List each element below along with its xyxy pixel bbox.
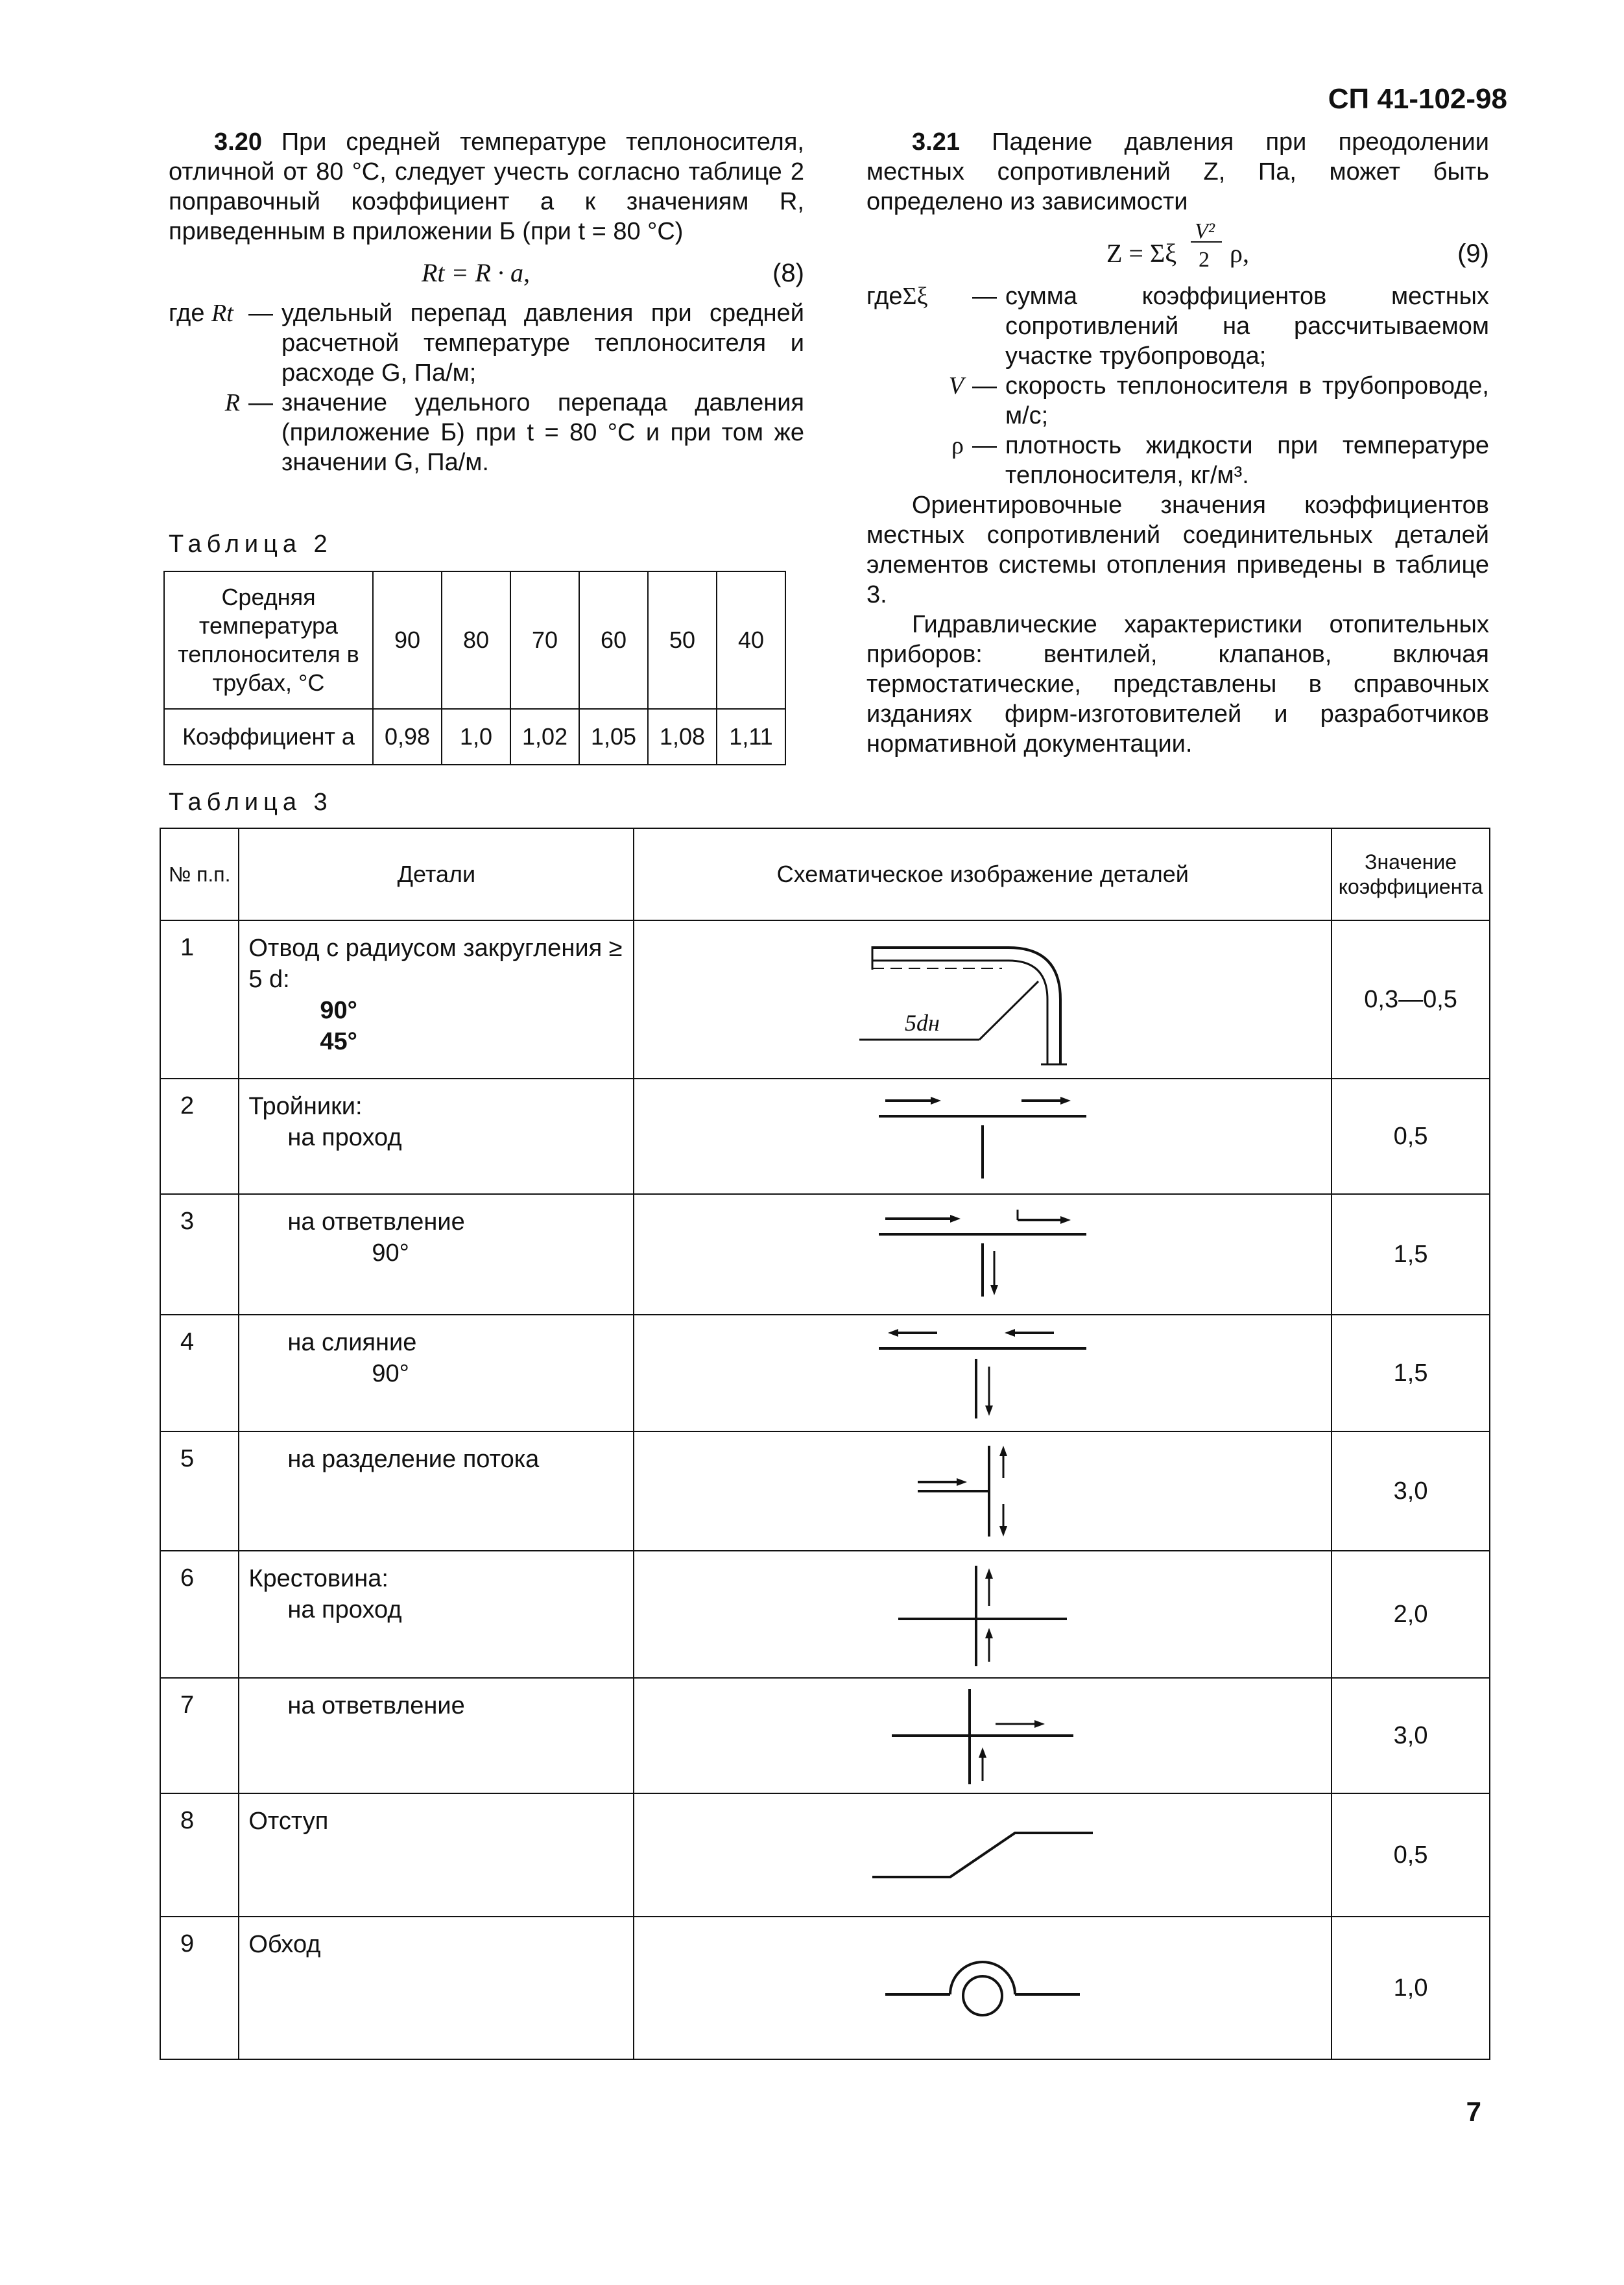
bend-icon — [846, 928, 1119, 1071]
row-number: 7 — [160, 1678, 239, 1793]
row-details — [239, 920, 634, 1079]
table-cell: 70 — [510, 571, 579, 709]
table-cell: 1,11 — [717, 709, 785, 765]
table-row — [160, 1194, 1490, 1315]
where-symbol: R — [224, 389, 240, 416]
row-schema — [634, 1194, 1331, 1315]
row-details — [239, 1315, 634, 1431]
tee-merge-icon — [872, 1321, 1093, 1425]
where-list — [169, 298, 804, 477]
row-number: 9 — [160, 1917, 239, 2059]
formula-number: (9) — [1457, 239, 1489, 268]
dash: — — [972, 372, 997, 400]
row-schema — [634, 1551, 1331, 1678]
detail-line: на ответвление — [287, 1692, 465, 1719]
where-description: удельный перепад давления при средней расчетной температуре теплоносителя и расходе G, Па/м; — [281, 300, 804, 387]
row-schema — [634, 1431, 1331, 1551]
where-description: сумма коэффициентов местных сопротивлений на рассчитываемом участке трубопровода; — [1005, 283, 1489, 370]
detail-line: Отвод с радиусом закругления ≥ 5 d: — [248, 935, 623, 993]
row-number: 4 — [160, 1315, 239, 1431]
table-row — [160, 1431, 1490, 1551]
table-row — [164, 571, 785, 709]
detail-line: 90° — [320, 997, 357, 1024]
detail-line: 45° — [320, 1028, 357, 1055]
table-row — [160, 1678, 1490, 1793]
table-cell: 1,0 — [442, 709, 510, 765]
detail-line: на слияние — [287, 1329, 417, 1356]
row-details — [239, 1431, 634, 1551]
row-value: 1,5 — [1331, 1194, 1490, 1315]
table-row — [160, 1793, 1490, 1917]
header-number: № п.п. — [160, 828, 239, 920]
section-text: Падение давления при преодолении местных сопротивлений Z, Па, может быть определено из зависимости — [866, 128, 1489, 215]
table-cell: 40 — [717, 571, 785, 709]
table-row — [160, 1315, 1490, 1431]
section-number: 3.20 — [214, 128, 262, 156]
row-value: 2,0 — [1331, 1551, 1490, 1678]
where-description: плотность жидкости при температуре теплоносителя, кг/м³. — [1005, 432, 1489, 489]
section-text: При средней температуре теплоносителя, отличной от 80 °С, следует учесть согласно таблице 2 поправочный коэффициент a к значениям R, приведенным в приложении Б (при t = 80 °С) — [169, 128, 804, 245]
row-number: 6 — [160, 1551, 239, 1678]
row-schema — [634, 1678, 1331, 1793]
bypass-icon — [879, 1949, 1086, 2027]
table-2-caption: Таблица 2 — [169, 531, 333, 558]
formula-denominator: 2 — [1199, 248, 1210, 272]
table-cell: 1,08 — [648, 709, 717, 765]
left-column — [169, 127, 804, 477]
header-details: Детали — [239, 828, 634, 920]
table-row — [160, 1551, 1490, 1678]
formula-number: (8) — [772, 259, 804, 287]
table-cell: 1,05 — [579, 709, 648, 765]
tee-branch-icon — [872, 1206, 1093, 1303]
tee-split-icon — [911, 1439, 1054, 1543]
row-value: 0,5 — [1331, 1793, 1490, 1917]
table-cell: Коэффициент а — [164, 709, 373, 765]
fraction-bar — [1191, 241, 1222, 243]
row-schema — [634, 1079, 1331, 1194]
formula-expression: Rt = R · a, — [422, 258, 530, 287]
paragraph: Гидравлические характеристики отопительных приборов: вентилей, клапанов, включая термостатические, представлены в справочных изданиях фирм-изготовителей и разработчиков нормативной документации. — [866, 611, 1489, 758]
table-header-row — [160, 828, 1490, 920]
detail-line: на проход — [287, 1596, 402, 1623]
row-schema — [634, 1315, 1331, 1431]
row-value: 1,5 — [1331, 1315, 1490, 1431]
table-cell: 60 — [579, 571, 648, 709]
where-word: где Rt — [169, 300, 233, 327]
detail-line: Тройники: — [248, 1093, 363, 1120]
dash: — — [972, 283, 997, 310]
detail-line: Отступ — [248, 1808, 329, 1835]
offset-icon — [866, 1823, 1099, 1887]
row-schema — [634, 1793, 1331, 1917]
table-row — [160, 1079, 1490, 1194]
where-description: скорость теплоносителя в трубопроводе, м/с; — [1005, 372, 1489, 429]
row-schema — [634, 1917, 1331, 2059]
row-number: 8 — [160, 1793, 239, 1917]
header-schema: Схематическое изображение деталей — [634, 828, 1331, 920]
formula-8 — [169, 246, 804, 298]
row-number: 3 — [160, 1194, 239, 1315]
row-schema — [634, 920, 1331, 1079]
bend-label: 5dн — [905, 1010, 940, 1036]
table-row — [160, 1917, 1490, 2059]
cross-branch-icon — [885, 1684, 1080, 1788]
row-value: 1,0 — [1331, 1917, 1490, 2059]
section-3-21 — [866, 127, 1489, 217]
row-number: 1 — [160, 920, 239, 1079]
row-number: 5 — [160, 1431, 239, 1551]
detail-line: 90° — [372, 1360, 409, 1387]
tee-pass-icon — [872, 1088, 1093, 1185]
detail-line: на разделение потока — [287, 1446, 540, 1473]
cross-pass-icon — [892, 1559, 1073, 1669]
row-value: 0,3—0,5 — [1331, 920, 1490, 1079]
table-cell: Средняя температура теплоносителя в трубах, °С — [164, 571, 373, 709]
paragraph: Ориентировочные значения коэффициентов местных сопротивлений соединительных деталей элементов системы отопления приведены в таблице 3. — [866, 492, 1489, 608]
formula-lhs: Z = Σξ — [1106, 239, 1177, 268]
row-value: 0,5 — [1331, 1079, 1490, 1194]
table-row — [164, 709, 785, 765]
right-column — [866, 127, 1489, 759]
table-cell: 0,98 — [373, 709, 442, 765]
detail-line: Крестовина: — [248, 1565, 388, 1592]
detail-line: на проход — [287, 1124, 402, 1151]
row-details — [239, 1793, 634, 1917]
detail-line: Обход — [248, 1931, 321, 1958]
row-details — [239, 1678, 634, 1793]
detail-line: на ответвление — [287, 1208, 465, 1236]
row-details — [239, 1079, 634, 1194]
table-cell: 50 — [648, 571, 717, 709]
section-3-20 — [169, 127, 804, 246]
dash: — — [972, 432, 997, 459]
table-3 — [160, 828, 1490, 2060]
detail-line: 90° — [372, 1239, 409, 1267]
row-value: 3,0 — [1331, 1678, 1490, 1793]
table-row — [160, 920, 1490, 1079]
row-details — [239, 1551, 634, 1678]
formula-numerator: V² — [1195, 219, 1215, 243]
row-value: 3,0 — [1331, 1431, 1490, 1551]
row-number: 2 — [160, 1079, 239, 1194]
document-code: СП 41-102-98 — [1328, 83, 1507, 115]
table-cell: 1,02 — [510, 709, 579, 765]
dash: — — [248, 300, 273, 327]
dash: — — [248, 389, 273, 416]
where-description: значение удельного перепада давления (приложение Б) при t = 80 °С и при том же значении G, Па/м. — [281, 389, 804, 476]
row-details — [239, 1194, 634, 1315]
formula-rho: ρ, — [1230, 239, 1249, 268]
page-number: 7 — [1466, 2096, 1481, 2127]
section-number: 3.21 — [912, 128, 960, 156]
header-value: Значение коэффициента — [1331, 828, 1490, 920]
where-symbol: V — [948, 372, 964, 400]
table-cell: 80 — [442, 571, 510, 709]
where-word: гдеΣξ — [866, 283, 928, 310]
table-cell: 90 — [373, 571, 442, 709]
table-2 — [163, 571, 786, 765]
row-details — [239, 1917, 634, 2059]
table-3-caption: Таблица 3 — [169, 789, 333, 816]
formula-9 — [866, 217, 1489, 281]
where-list — [866, 281, 1489, 490]
where-symbol: ρ — [951, 432, 964, 459]
